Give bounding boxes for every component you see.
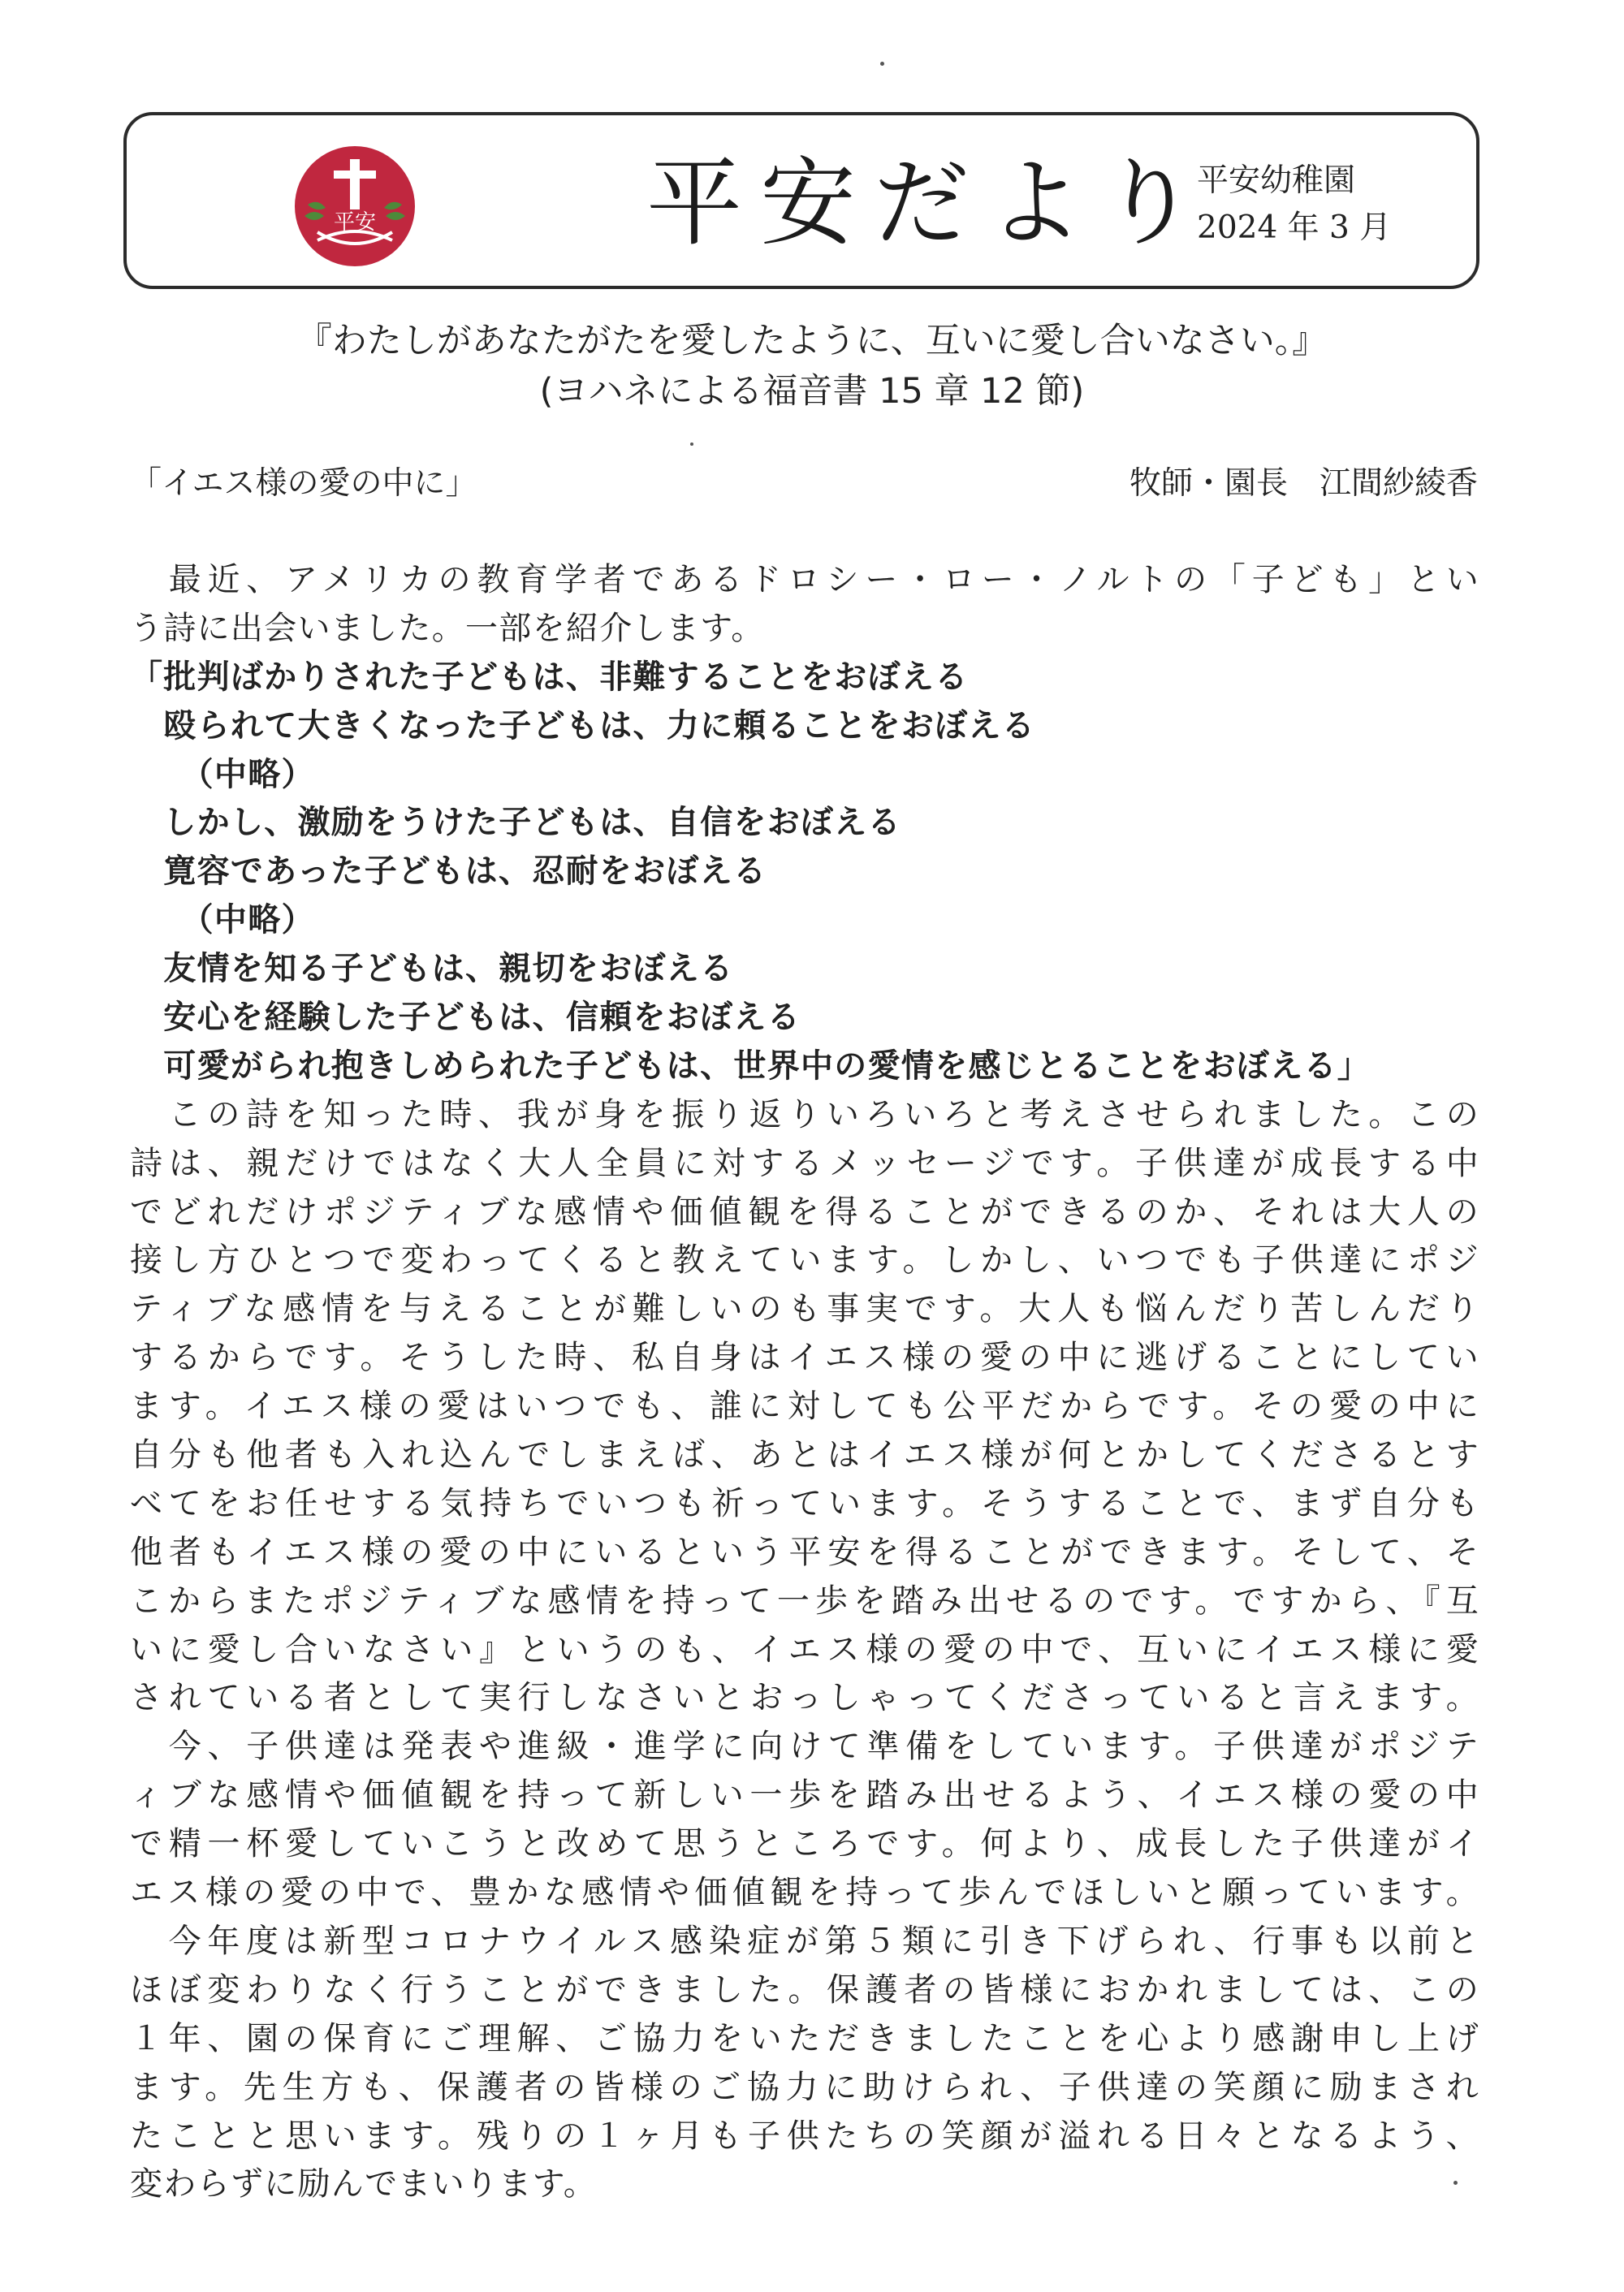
body-line: ティブな感情を与えることが難しいのも事実です。大人も悩んだり苦しんだり — [130, 1290, 1479, 1328]
body-line: （中略） — [130, 901, 315, 939]
article-author: 牧師・園長 江間紗綾香 — [1129, 465, 1478, 502]
body-line: 可愛がられ抱きしめられた子どもは、世界中の愛情を感じとることをおぼえる」 — [130, 1047, 1371, 1085]
logo-text: 平安 — [333, 210, 377, 235]
body-line: されている者として実行しなさいとおっしゃってくださっていると言えます。 — [130, 1679, 1479, 1717]
article-body — [130, 556, 1479, 2209]
scan-speck — [1453, 2181, 1458, 2185]
issue-date: 2024 年 3 月 — [1197, 209, 1392, 246]
body-line: ます。イエス様の愛はいつでも、誰に対しても公平だからです。その愛の中に — [130, 1388, 1479, 1426]
body-line: いに愛し合いなさい』というのも、イエス様の愛の中で、互いにイエス様に愛 — [130, 1630, 1479, 1668]
bible-verse: 『わたしがあなたがたを愛したように、互いに愛し合いなさい。』 — [296, 321, 1328, 361]
body-line: この詩を知った時、我が身を振り返りいろいろと考えさせられました。この — [130, 1095, 1479, 1133]
body-line: 最近、アメリカの教育学者であるドロシー・ロー・ノルトの「子ども」とい — [130, 561, 1479, 598]
body-line: しかし、激励をうけた子どもは、自信をおぼえる — [130, 804, 901, 842]
verse-citation: (ヨハネによる福音書 15 章 12 節) — [539, 371, 1085, 412]
body-line: 寛容であった子どもは、忍耐をおぼえる — [130, 852, 767, 891]
body-line: こからまたポジティブな感情を持って一歩を踏み出せるのです。ですから、『互 — [130, 1582, 1479, 1620]
body-line: う詩に出会いました。一部を紹介します。 — [130, 609, 765, 647]
body-line: 自分も他者も入れ込んでしまえば、あとはイエス様が何とかしてくださるとす — [130, 1436, 1479, 1474]
body-line: べてをお任せする気持ちでいつも祈っています。そうすることで、まず自分も — [130, 1484, 1479, 1522]
body-line: 安心を経験した子どもは、信頼をおぼえる — [130, 999, 801, 1037]
body-line: 接し方ひとつで変わってくると教えています。しかし、いつでも子供達にポジ — [130, 1241, 1479, 1280]
body-line: 今年度は新型コロナウイルス感染症が第５類に引き下げられ、行事も以前と — [130, 1922, 1479, 1960]
body-line: ほぼ変わりなく行うことができました。保護者の皆様におかれましては、この — [130, 1970, 1479, 2009]
body-line: 詩は、親だけではなく大人全員に対するメッセージです。子供達が成長する中 — [130, 1144, 1479, 1182]
body-line: ィブな感情や価値観を持って新しい一歩を踏み出せるよう、イエス様の愛の中 — [130, 1776, 1479, 1815]
body-line: たことと思います。残りの１ヶ月も子供たちの笑顔が溢れる日々となるよう、 — [130, 2117, 1479, 2155]
article-title: 「イエス様の愛の中に」 — [130, 465, 477, 502]
body-line: エス様の愛の中で、豊かな感情や価値観を持って歩んでほしいと願っています。 — [130, 1874, 1479, 1912]
scan-speck — [880, 62, 884, 66]
body-line: 「批判ばかりされた子どもは、非難することをおぼえる — [130, 658, 969, 696]
body-line: 今、子供達は発表や進級・進学に向けて準備をしています。子供達がポジテ — [130, 1728, 1479, 1766]
body-line: 変わらずに励んでまいります。 — [130, 2165, 597, 2204]
body-line: するからです。そうした時、私自身はイエス様の愛の中に逃げることにしてい — [130, 1339, 1479, 1377]
body-line: １年、園の保育にご理解、ご協力をいただきましたことを心より感謝申し上げ — [130, 2019, 1479, 2057]
body-line: 友情を知る子どもは、親切をおぼえる — [130, 950, 734, 988]
school-name: 平安幼稚園 — [1197, 162, 1356, 199]
scan-speck — [690, 442, 693, 446]
cross-emblem-icon — [293, 145, 417, 268]
masthead-box — [123, 112, 1479, 289]
body-line: （中略） — [130, 755, 315, 793]
body-line: 他者もイエス様の愛の中にいるという平安を得ることができます。そして、そ — [130, 1533, 1479, 1571]
body-line: 殴られて大きくなった子どもは、力に頼ることをおぼえる — [130, 706, 1036, 745]
body-line: で精一杯愛していこうと改めて思うところです。何より、成長した子供達がイ — [130, 1825, 1479, 1863]
body-line: でどれだけポジティブな感情や価値観を得ることができるのか、それは大人の — [130, 1193, 1479, 1231]
body-line: ます。先生方も、保護者の皆様のご協力に助けられ、子供達の笑顔に励まされ — [130, 2068, 1479, 2106]
newsletter-title: 平安だより — [646, 147, 1216, 259]
